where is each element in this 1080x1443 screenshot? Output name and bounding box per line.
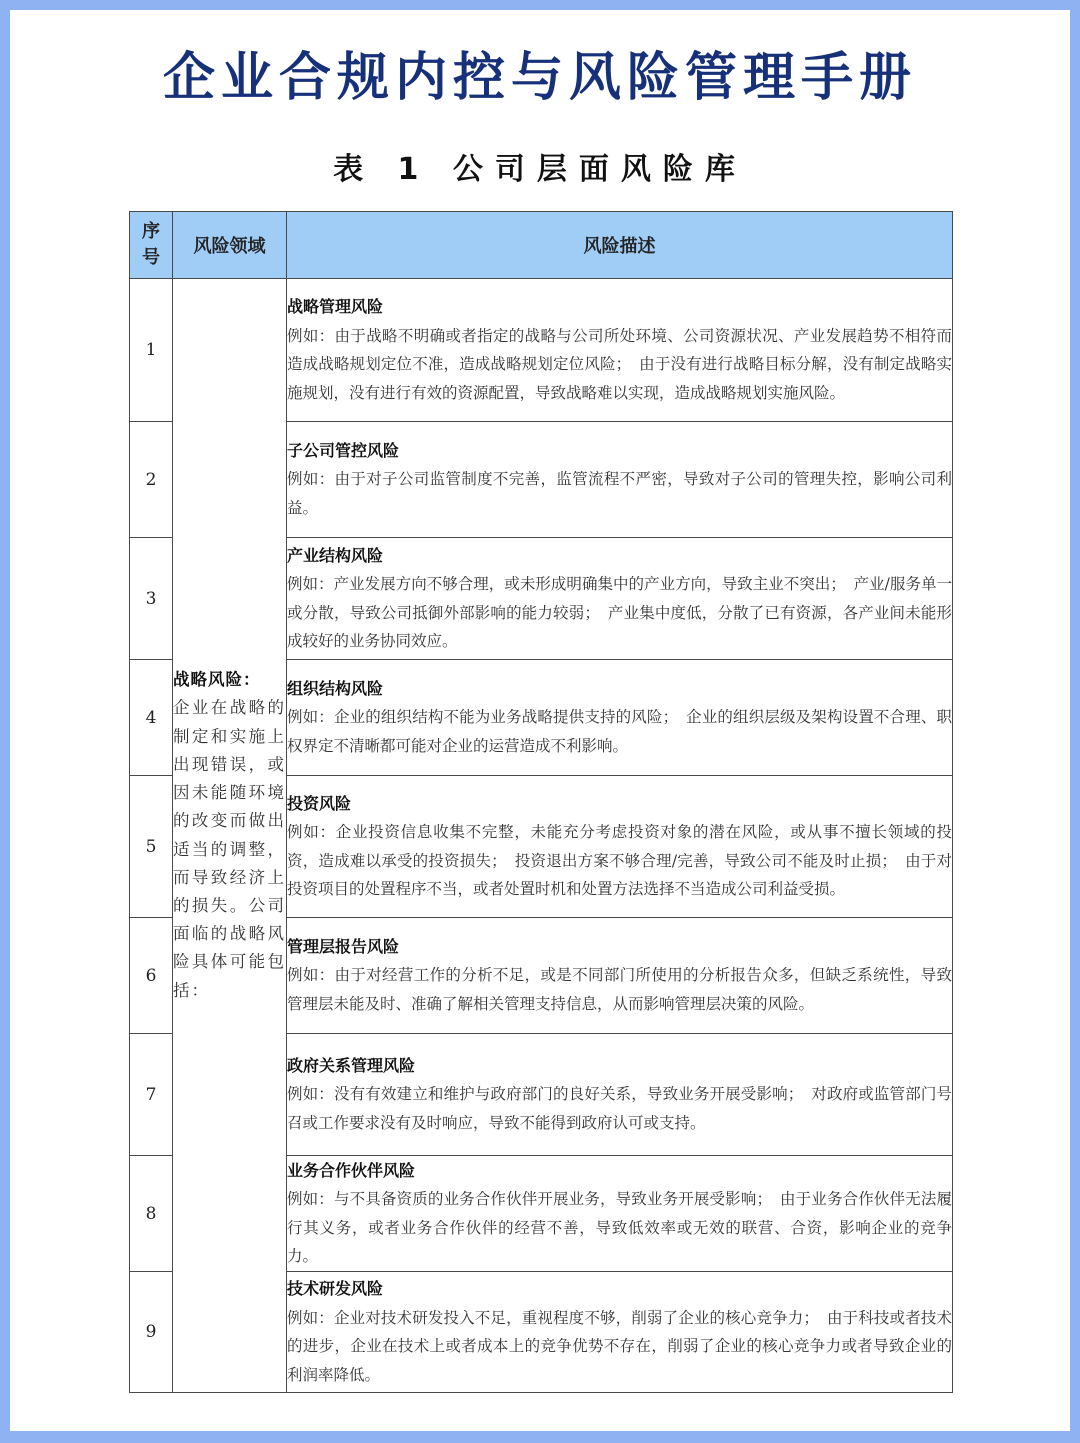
- risk-description: [287, 1272, 953, 1393]
- risk-title: 业务合作伙伴风险: [287, 1160, 416, 1180]
- row-number: 9: [130, 1272, 173, 1393]
- risk-title: 子公司管控风险: [287, 440, 400, 460]
- risk-description: [287, 776, 953, 918]
- row-number: 1: [130, 279, 173, 422]
- risk-text: 例如：企业投资信息收集不完整，未能充分考虑投资对象的潜在风险，或从事不擅长领域的投资，造成难以承受的投资损失； 投资退出方案不够合理/完善，导致公司不能及时止损； 由于对投资项目的处置程序不当，或者处置时机和处置方法选择不当造成公司利益受损。: [287, 823, 952, 898]
- risk-text: 例如：由于战略不明确或者指定的战略与公司所处环境、公司资源状况、产业发展趋势不相符而造成战略规划定位不准，造成战略规划定位风险； 由于没有进行战略目标分解，没有制定战略实施规划，没有进行有效的资源配置，导致战略难以实现，造成战略规划实施风险。: [287, 326, 952, 402]
- table-header-row: [130, 212, 953, 279]
- risk-description: [287, 422, 953, 538]
- row-number: 6: [130, 918, 173, 1034]
- risk-text: 例如：产业发展方向不够合理，或未形成明确集中的产业方向，导致主业不突出； 产业/服务单一或分散，导致公司抵御外部影响的能力较弱； 产业集中度低，分散了已有资源，各产业间未能形成较好的业务协同效应。: [287, 575, 952, 650]
- risk-text: 例如：由于对经营工作的分析不足，或是不同部门所使用的分析报告众多，但缺乏系统性，导致管理层未能及时、准确了解相关管理支持信息，从而影响管理层决策的风险。: [287, 966, 952, 1013]
- domain-text: 企业在战略的制定和实施上出现错误，或因未能随环境的改变而做出适当的调整，而导致经济上的损失。公司面临的战略风险具体可能包括：: [173, 698, 286, 1000]
- risk-title: 投资风险: [287, 793, 352, 813]
- risk-domain-cell: [173, 279, 287, 1393]
- risk-description: [287, 279, 953, 422]
- row-number: 3: [130, 538, 173, 660]
- domain-heading: 战略风险：: [173, 670, 261, 690]
- risk-text: 例如：与不具备资质的业务合作伙伴开展业务，导致业务开展受影响； 由于业务合作伙伴无法履行其义务，或者业务合作伙伴的经营不善，导致低效率或无效的联营、合资，影响企业的竞争力。: [287, 1190, 952, 1265]
- row-number: 7: [130, 1034, 173, 1156]
- risk-title: 产业结构风险: [287, 545, 384, 565]
- risk-text: 例如：由于对子公司监管制度不完善，监管流程不严密，导致对子公司的管理失控，影响公司利益。: [287, 470, 952, 517]
- risk-title: 技术研发风险: [287, 1279, 384, 1298]
- row-number: 5: [130, 776, 173, 918]
- risk-title: 管理层报告风险: [287, 936, 400, 956]
- document-page: [10, 10, 1070, 1431]
- risk-description: [287, 538, 953, 660]
- row-number: 2: [130, 422, 173, 538]
- table-title: 表 1 公司层面风险库: [333, 152, 747, 187]
- header-description: 风险描述: [287, 212, 953, 279]
- risk-description: [287, 660, 953, 776]
- risk-text: 例如：没有有效建立和维护与政府部门的良好关系，导致业务开展受影响； 对政府或监管部门号召或工作要求没有及时响应，导致不能得到政府认可或支持。: [287, 1085, 952, 1132]
- risk-text: 例如：企业对技术研发投入不足，重视程度不够，削弱了企业的核心竞争力； 由于科技或者技术的进步，企业在技术上或者成本上的竞争优势不存在，削弱了企业的核心竞争力或者导致企业的利润率降低。: [287, 1308, 952, 1384]
- risk-title: 组织结构风险: [287, 678, 384, 698]
- risk-description: [287, 1034, 953, 1156]
- table-row: [130, 279, 953, 422]
- row-number: 8: [130, 1156, 173, 1272]
- row-number: 4: [130, 660, 173, 776]
- risk-text: 例如：企业的组织结构不能为业务战略提供支持的风险； 企业的组织层级及架构设置不合理、职权界定不清晰都可能对企业的运营造成不利影响。: [287, 708, 952, 755]
- main-title: 企业合规内控与风险管理手册: [162, 48, 917, 108]
- risk-description: [287, 1156, 953, 1272]
- risk-title: 政府关系管理风险: [287, 1055, 416, 1075]
- risk-description: [287, 918, 953, 1034]
- header-no: 序号: [130, 212, 173, 279]
- risk-table: [129, 211, 953, 1393]
- header-domain: 风险领域: [173, 212, 287, 279]
- risk-title: 战略管理风险: [287, 297, 384, 316]
